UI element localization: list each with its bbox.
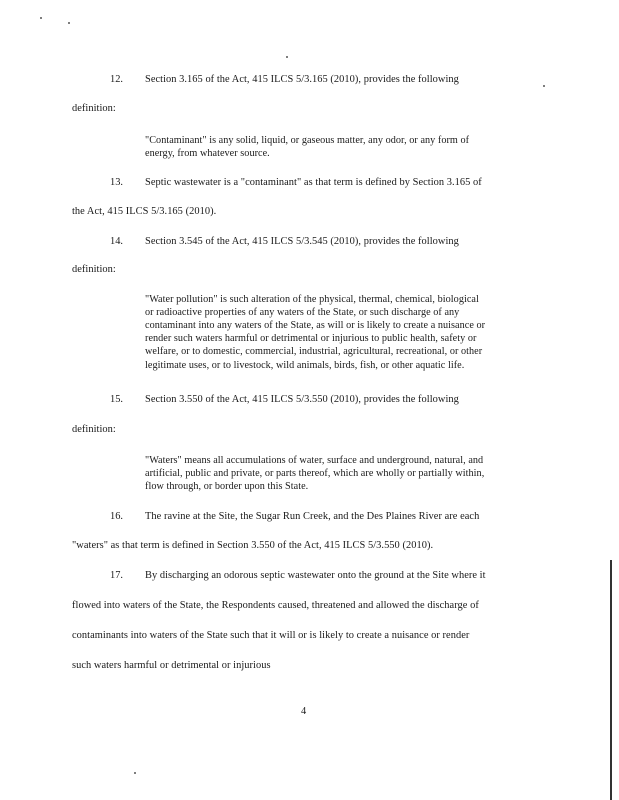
paragraph-number: 14.: [110, 236, 123, 247]
paragraph-line: Section 3.550 of the Act, 415 ILCS 5/3.550 (2010), provides the following: [145, 394, 459, 405]
paragraph-line: "waters" as that term is defined in Section 3.550 of the Act, 415 ILCS 5/3.550 (2010).: [72, 540, 434, 551]
paragraph-number: 15.: [110, 394, 123, 405]
scan-speck: [134, 772, 136, 774]
block-quote-line: flow through, or border upon this State.: [145, 481, 309, 492]
block-quote-line: artificial, public and private, or parts thereof, which are wholly or partially within,: [145, 468, 485, 479]
page-number: 4: [301, 706, 307, 717]
block-quote-line: "Waters" means all accumulations of water, surface and underground, natural, and: [145, 455, 484, 466]
paragraph-number: 13.: [110, 177, 123, 188]
paragraph-line: flowed into waters of the State, the Respondents caused, threatened and allowed the discharge of: [72, 600, 479, 611]
paragraph-line: Septic wastewater is a "contaminant" as that term is defined by Section 3.165 of: [145, 177, 482, 188]
scan-speck: [68, 22, 70, 24]
paragraph-line: The ravine at the Site, the Sugar Run Creek, and the Des Plaines River are each: [145, 511, 480, 522]
paragraph-line: definition:: [72, 424, 116, 435]
block-quote-line: legitimate uses, or to livestock, wild animals, birds, fish, or other aquatic life.: [145, 360, 465, 371]
block-quote-line: contaminant into any waters of the State, as will or is likely to create a nuisance or: [145, 320, 486, 331]
paragraph-line: the Act, 415 ILCS 5/3.165 (2010).: [72, 206, 217, 217]
block-quote-line: or radioactive properties of any waters of the State, or such discharge of any: [145, 307, 460, 318]
block-quote-line: energy, from whatever source.: [145, 148, 270, 159]
block-quote-line: render such waters harmful or detrimental or injurious to public health, safety or: [145, 333, 477, 344]
paragraph-line: contaminants into waters of the State such that it will or is likely to create a nuisance or render: [72, 630, 470, 641]
paragraph-line: definition:: [72, 103, 116, 114]
block-quote-line: welfare, or to domestic, commercial, industrial, agricultural, recreational, or other: [145, 346, 483, 357]
paragraph-number: 12.: [110, 74, 123, 85]
paragraph-line: By discharging an odorous septic wastewater onto the ground at the Site where it: [145, 570, 486, 581]
scan-speck: [40, 17, 42, 19]
paragraph-number: 16.: [110, 511, 123, 522]
paragraph-line: Section 3.545 of the Act, 415 ILCS 5/3.545 (2010), provides the following: [145, 236, 459, 247]
scan-edge-line: [610, 560, 612, 800]
scan-speck: [286, 56, 288, 58]
paragraph-line: definition:: [72, 264, 116, 275]
scan-speck: [543, 85, 545, 87]
block-quote-line: "Contaminant" is any solid, liquid, or gaseous matter, any odor, or any form of: [145, 135, 470, 146]
paragraph-number: 17.: [110, 570, 123, 581]
paragraph-line: such waters harmful or detrimental or injurious: [72, 660, 271, 671]
paragraph-line: Section 3.165 of the Act, 415 ILCS 5/3.165 (2010), provides the following: [145, 74, 459, 85]
block-quote-line: "Water pollution" is such alteration of the physical, thermal, chemical, biological: [145, 294, 479, 305]
